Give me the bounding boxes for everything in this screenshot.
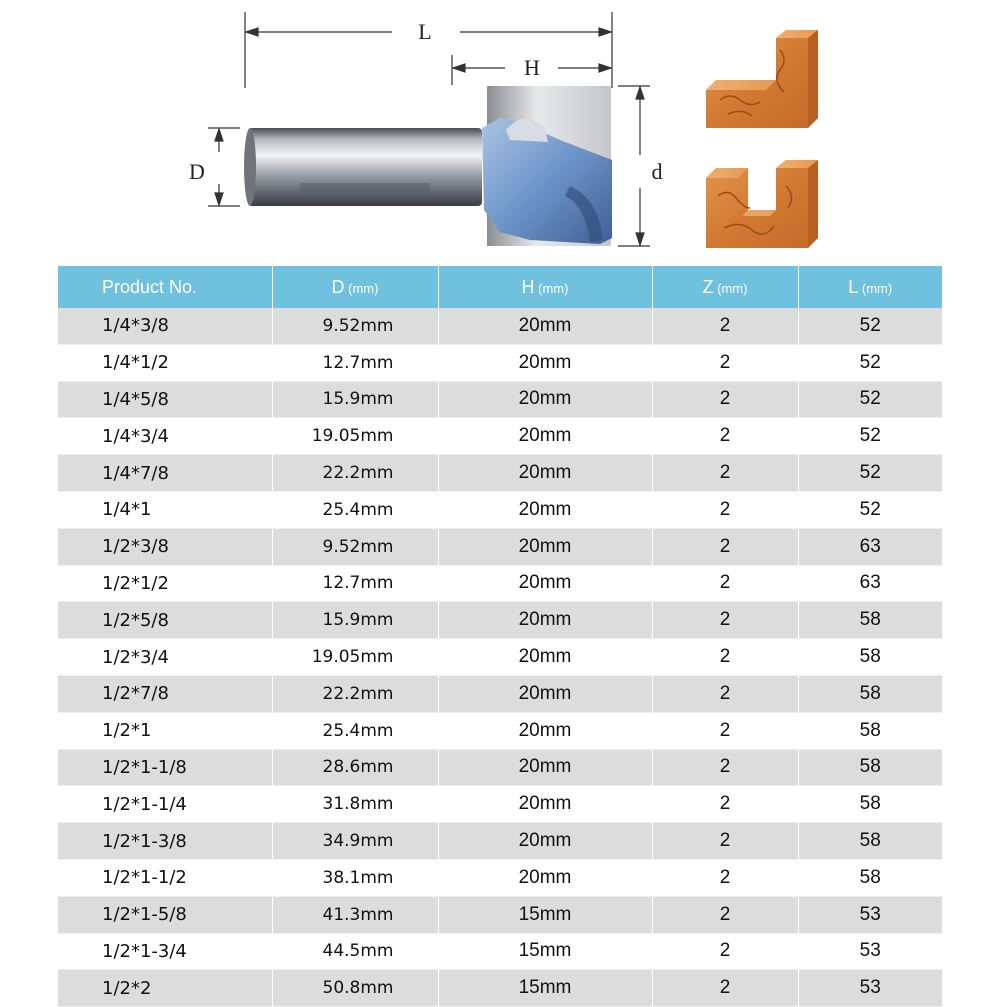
cell-z: 2 [652, 933, 798, 970]
cell-d: 38.1mm [272, 859, 438, 896]
router-bit-diagram [0, 0, 1001, 262]
header-unit: (mm) [713, 280, 748, 296]
table-row [58, 859, 942, 896]
cell-h: 20mm [438, 749, 652, 786]
cell-z: 2 [652, 786, 798, 823]
table-row [58, 455, 942, 492]
cell-d: 12.7mm [272, 565, 438, 602]
cell-d: 22.2mm [272, 455, 438, 492]
cell-z: 2 [652, 344, 798, 381]
cell-d: 12.7mm [272, 344, 438, 381]
cell-product-no: 1/2*7/8 [58, 675, 272, 712]
wood-groove-sample [706, 160, 818, 248]
cell-l: 52 [798, 491, 942, 528]
cell-product-no: 1/4*3/4 [58, 418, 272, 455]
header-label: L [848, 276, 859, 297]
cell-product-no: 1/2*1 [58, 712, 272, 749]
cell-product-no: 1/4*1 [58, 491, 272, 528]
cell-h: 20mm [438, 491, 652, 528]
header-unit: (mm) [858, 280, 893, 296]
table-header [58, 266, 942, 308]
cell-h: 15mm [438, 933, 652, 970]
header-label: D [331, 276, 345, 297]
cell-l: 58 [798, 675, 942, 712]
cell-h: 20mm [438, 712, 652, 749]
cell-product-no: 1/2*1-3/4 [58, 933, 272, 970]
header-z [652, 266, 798, 308]
header-label: H [521, 276, 535, 297]
table-row [58, 528, 942, 565]
cell-z: 2 [652, 896, 798, 933]
cell-z: 2 [652, 491, 798, 528]
cell-d: 19.05mm [272, 639, 438, 676]
cell-d: 9.52mm [272, 528, 438, 565]
wood-rabbet-sample [706, 30, 818, 128]
cell-product-no: 1/4*1/2 [58, 344, 272, 381]
cell-d: 9.52mm [272, 308, 438, 344]
cell-product-no: 1/2*5/8 [58, 602, 272, 639]
cell-h: 20mm [438, 786, 652, 823]
cell-l: 52 [798, 455, 942, 492]
cell-product-no: 1/2*1-1/8 [58, 749, 272, 786]
cell-product-no: 1/2*1/2 [58, 565, 272, 602]
label-d: d [651, 159, 663, 184]
header-row [58, 266, 942, 308]
header-label: Z [702, 276, 714, 297]
cell-z: 2 [652, 749, 798, 786]
cell-h: 20mm [438, 418, 652, 455]
table-row [58, 639, 942, 676]
cell-d: 25.4mm [272, 491, 438, 528]
cell-z: 2 [652, 565, 798, 602]
table-row [58, 712, 942, 749]
header-product-no [58, 266, 272, 308]
label-H: H [524, 55, 540, 80]
cell-z: 2 [652, 675, 798, 712]
cell-product-no: 1/4*5/8 [58, 381, 272, 418]
cell-product-no: 1/4*3/8 [58, 308, 272, 344]
cell-product-no: 1/2*1-1/4 [58, 786, 272, 823]
cell-d: 22.2mm [272, 675, 438, 712]
cell-product-no: 1/2*3/4 [58, 639, 272, 676]
cell-l: 53 [798, 896, 942, 933]
header-label: Product No. [102, 276, 198, 297]
cell-d: 41.3mm [272, 896, 438, 933]
cell-h: 15mm [438, 970, 652, 1007]
cell-z: 2 [652, 712, 798, 749]
table-row [58, 786, 942, 823]
table-body [58, 308, 942, 1007]
cell-product-no: 1/2*3/8 [58, 528, 272, 565]
dimension-d [618, 86, 650, 246]
router-bit-image [244, 86, 612, 246]
table-row [58, 675, 942, 712]
cell-l: 58 [798, 712, 942, 749]
cell-h: 20mm [438, 602, 652, 639]
spec-table [58, 266, 942, 1007]
cell-h: 20mm [438, 639, 652, 676]
cell-l: 58 [798, 602, 942, 639]
cell-l: 58 [798, 859, 942, 896]
table-row [58, 602, 942, 639]
cell-d: 15.9mm [272, 602, 438, 639]
table-row [58, 491, 942, 528]
cell-h: 20mm [438, 308, 652, 344]
table-row [58, 896, 942, 933]
cell-h: 20mm [438, 675, 652, 712]
cell-h: 15mm [438, 896, 652, 933]
cell-l: 52 [798, 381, 942, 418]
table-row [58, 823, 942, 860]
cell-z: 2 [652, 528, 798, 565]
cell-product-no: 1/2*2 [58, 970, 272, 1007]
cell-h: 20mm [438, 823, 652, 860]
cell-z: 2 [652, 308, 798, 344]
header-l [798, 266, 942, 308]
cell-d: 28.6mm [272, 749, 438, 786]
table-row [58, 970, 942, 1007]
cell-product-no: 1/2*1-3/8 [58, 823, 272, 860]
cell-product-no: 1/2*1-5/8 [58, 896, 272, 933]
cell-z: 2 [652, 602, 798, 639]
cell-z: 2 [652, 639, 798, 676]
header-d [272, 266, 438, 308]
cell-l: 53 [798, 933, 942, 970]
cell-d: 50.8mm [272, 970, 438, 1007]
cell-l: 53 [798, 970, 942, 1007]
cell-z: 2 [652, 859, 798, 896]
cell-l: 58 [798, 639, 942, 676]
table-row [58, 565, 942, 602]
header-unit: (mm) [534, 280, 569, 296]
cell-z: 2 [652, 381, 798, 418]
cell-h: 20mm [438, 859, 652, 896]
cell-d: 25.4mm [272, 712, 438, 749]
cell-z: 2 [652, 823, 798, 860]
table-row [58, 418, 942, 455]
cell-l: 58 [798, 823, 942, 860]
cell-l: 52 [798, 418, 942, 455]
cell-d: 34.9mm [272, 823, 438, 860]
cell-product-no: 1/2*1-1/2 [58, 859, 272, 896]
cell-l: 63 [798, 565, 942, 602]
table-row [58, 344, 942, 381]
header-unit: (mm) [344, 280, 379, 296]
table-row [58, 749, 942, 786]
cell-l: 58 [798, 786, 942, 823]
dimension-D [208, 128, 240, 206]
cell-l: 52 [798, 344, 942, 381]
cell-h: 20mm [438, 455, 652, 492]
cell-d: 19.05mm [272, 418, 438, 455]
cell-h: 20mm [438, 381, 652, 418]
cell-z: 2 [652, 970, 798, 1007]
label-L: L [418, 19, 432, 44]
cell-d: 15.9mm [272, 381, 438, 418]
cell-z: 2 [652, 455, 798, 492]
cell-h: 20mm [438, 344, 652, 381]
table-row [58, 933, 942, 970]
cell-l: 58 [798, 749, 942, 786]
cell-d: 44.5mm [272, 933, 438, 970]
cell-d: 31.8mm [272, 786, 438, 823]
cell-product-no: 1/4*7/8 [58, 455, 272, 492]
label-D: D [189, 159, 205, 184]
cell-h: 20mm [438, 565, 652, 602]
table-row [58, 308, 942, 344]
cell-l: 63 [798, 528, 942, 565]
table-row [58, 381, 942, 418]
cell-h: 20mm [438, 528, 652, 565]
cell-l: 52 [798, 308, 942, 344]
cell-z: 2 [652, 418, 798, 455]
header-h [438, 266, 652, 308]
